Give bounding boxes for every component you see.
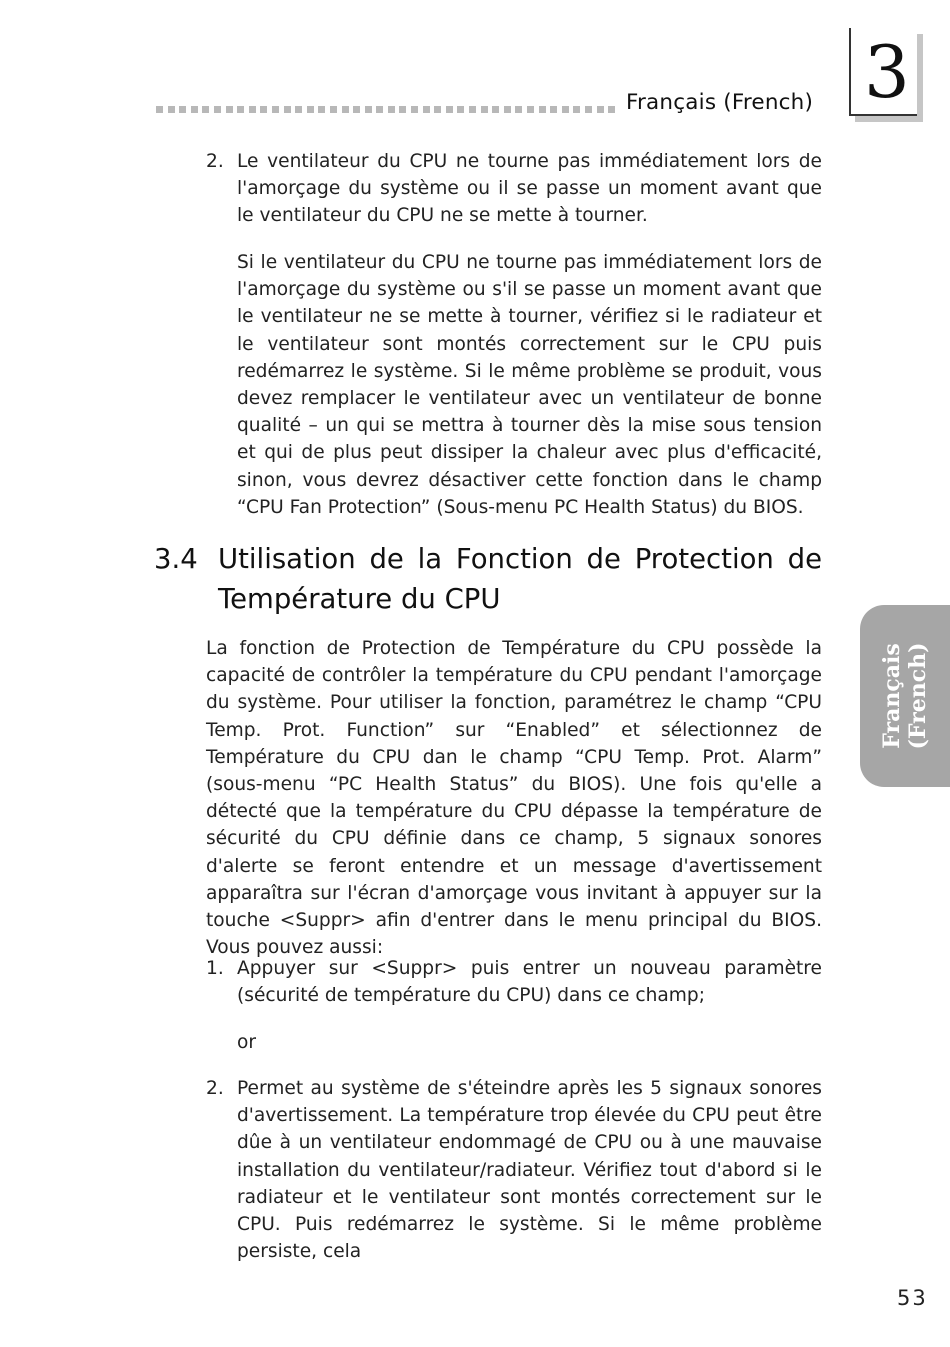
header-dot xyxy=(562,106,569,113)
header-dot xyxy=(492,106,499,113)
header-dot xyxy=(457,106,464,113)
header-dot xyxy=(515,106,522,113)
header-dot xyxy=(573,106,580,113)
header-dot xyxy=(260,106,267,113)
header-dot xyxy=(226,106,233,113)
header-dot xyxy=(550,106,557,113)
header-dot xyxy=(168,106,175,113)
header-dot xyxy=(272,106,279,113)
header-dot xyxy=(376,106,383,113)
header-dot xyxy=(597,106,604,113)
list-item-text: Le ventilateur du CPU ne tourne pas immédiatement lors de l'amorçage du système ou il se passe un moment avant que le ventilateur du CPU ne se mette à tourner. xyxy=(237,151,822,227)
header-dot xyxy=(504,106,511,113)
header-dot xyxy=(342,106,349,113)
header-language-title: Français (French) xyxy=(626,90,814,115)
side-tab-label xyxy=(879,642,931,749)
header-dot xyxy=(434,106,441,113)
list-item-text: Permet au système de s'éteindre après les 5 signaux sonores d'avertissement. La température trop élevée du CPU peut être dûe à un ventilateur endommagé de CPU ou à une mauvaise installation du ventilateur/radiateur. Vérifiez tout d'abord si le radiateur et le ventilateur sont montés correctement sur le CPU. Puis redémarrez le système. Si le même problème persiste, cela xyxy=(237,1078,822,1263)
section-number: 3.4 xyxy=(154,543,198,575)
list-item-number: 2. xyxy=(206,1078,224,1099)
header-dot xyxy=(191,106,198,113)
list-item-text: Appuyer sur <Suppr> puis entrer un nouveau paramètre (sécurité de température du CPU) dans ce champ; xyxy=(237,958,822,1007)
header-dot xyxy=(295,106,302,113)
side-tab-line2: (French) xyxy=(905,642,931,750)
or-separator: or xyxy=(237,1032,257,1053)
header-dot xyxy=(469,106,476,113)
header-dot xyxy=(585,106,592,113)
section-title: Utilisation de la Fonction de Protection de Température du CPU xyxy=(218,543,822,615)
header-dot xyxy=(399,106,406,113)
header-dot xyxy=(411,106,418,113)
header-dot xyxy=(202,106,209,113)
side-tab-line1: Français xyxy=(879,643,905,749)
header-dot xyxy=(388,106,395,113)
page-number: 53 xyxy=(897,1286,928,1310)
chapter-number: 3 xyxy=(864,30,910,114)
header-dot xyxy=(330,106,337,113)
header-dot xyxy=(179,106,186,113)
header-dotted-rule xyxy=(156,106,615,113)
header-dot xyxy=(608,106,615,113)
header-dot xyxy=(237,106,244,113)
list-item-paragraph: Si le ventilateur du CPU ne tourne pas immédiatement lors de l'amorçage du système ou s'il se passe un moment avant que le ventilateur ne se mette à tourner, vérifiez si le radiateur et le ventilateur sont montés correctement sur le CPU puis redémarrez le système. Si le même problème se produit, vous devez remplacer le ventilateur avec un ventilateur de bonne qualité – un qui se mettra à tourner dès la mise sous tension et qui de plus peut dissiper la chaleur avec plus d'efficacité, sinon, vous devrez désactiver cette fonction dans le champ “CPU Fan Protection” (Sous-menu PC Health Status) du BIOS. xyxy=(237,252,822,518)
header-dot xyxy=(249,106,256,113)
header-dot xyxy=(214,106,221,113)
list-item-number: 1. xyxy=(206,958,224,979)
header-dot xyxy=(423,106,430,113)
header-dot xyxy=(527,106,534,113)
header-dot xyxy=(365,106,372,113)
header-dot xyxy=(353,106,360,113)
header-dot xyxy=(284,106,291,113)
header-dot xyxy=(446,106,453,113)
list-item-number: 2. xyxy=(206,151,224,172)
header-dot xyxy=(539,106,546,113)
section-intro-paragraph: La fonction de Protection de Température du CPU possède la capacité de contrôler la température du CPU pendant l'amorçage du système. Pour utiliser la fonction, paramétrez le champ “CPU Temp. Prot. Function” sur “Enabled” et sélectionnez de Température du CPU dan le champ “CPU Temp. Prot. Alarm” (sous-menu “PC Health Status” du BIOS). Une fois qu'elle a détecté que la température du CPU dépasse la température de sécurité du CPU définie dans ce champ, 5 signaux sonores d'alerte se feront entendre et un message d'avertissement apparaîtra sur l'écran d'amorçage vous invitant à appuyer sur la touche <Suppr> afin d'entrer dans le menu principal du BIOS. Vous pouvez aussi: xyxy=(206,638,822,959)
header-dot xyxy=(307,106,314,113)
header-dot xyxy=(318,106,325,113)
header-dot xyxy=(481,106,488,113)
header-dot xyxy=(156,106,163,113)
